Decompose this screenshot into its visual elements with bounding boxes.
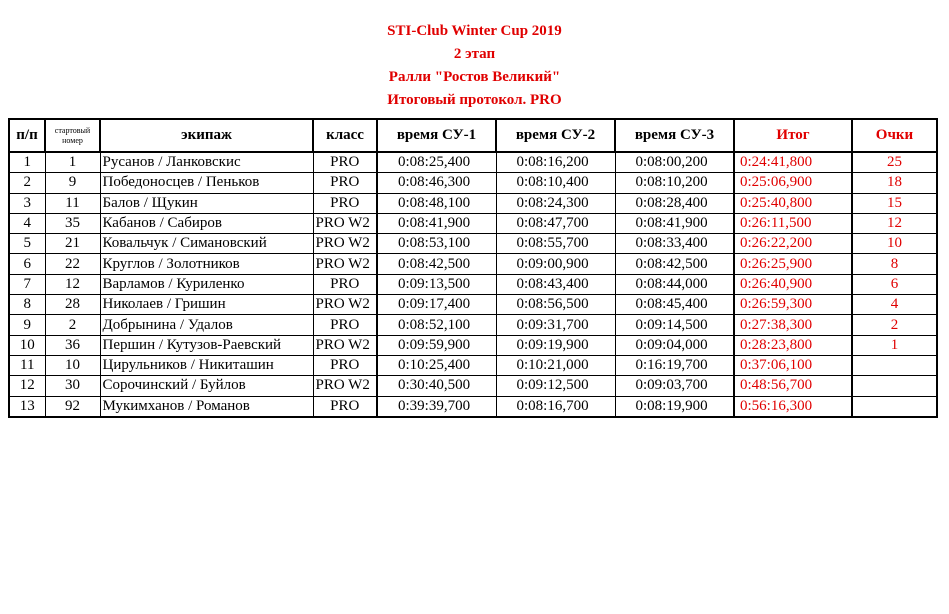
cell-start-number: 10 [45,355,100,375]
cell-position: 4 [9,213,45,233]
cell-crew: Кабанов / Сабиров [100,213,313,233]
stage-title: 2 этап [453,46,496,62]
cell-points [852,396,937,417]
col-header-ss1: время СУ-1 [377,119,496,152]
cell-position: 12 [9,376,45,396]
cell-crew: Варламов / Куриленко [100,274,313,294]
cell-ss2-time: 0:08:10,400 [496,173,615,193]
cell-ss3-time: 0:09:14,500 [615,315,734,335]
cell-crew: Победоносцев / Пеньков [100,173,313,193]
cell-class: PRO [313,152,377,173]
cell-start-number: 2 [45,315,100,335]
cell-crew: Добрынина / Удалов [100,315,313,335]
cell-start-number: 1 [45,152,100,173]
cell-ss1-time: 0:08:25,400 [377,152,496,173]
cell-ss2-time: 0:08:55,700 [496,234,615,254]
cell-position: 10 [9,335,45,355]
cell-class: PRO [313,355,377,375]
cell-start-number: 9 [45,173,100,193]
cell-points: 2 [852,315,937,335]
col-header-ss2: время СУ-2 [496,119,615,152]
cell-start-number: 92 [45,396,100,417]
cell-ss2-time: 0:08:16,200 [496,152,615,173]
cell-start-number: 28 [45,295,100,315]
table-row [9,193,937,213]
cell-ss3-time: 0:08:44,000 [615,274,734,294]
cell-total-time: 0:26:11,500 [734,213,852,233]
cell-points: 25 [852,152,937,173]
cell-ss3-time: 0:08:19,900 [615,396,734,417]
cell-points: 4 [852,295,937,315]
table-row [9,295,937,315]
cell-start-number: 35 [45,213,100,233]
cell-class: PRO W2 [313,213,377,233]
table-row [9,335,937,355]
cell-total-time: 0:56:16,300 [734,396,852,417]
table-row [9,234,937,254]
cell-points [852,355,937,375]
table-row [9,355,937,375]
cell-ss2-time: 0:09:19,900 [496,335,615,355]
cell-points: 10 [852,234,937,254]
cell-total-time: 0:26:59,300 [734,295,852,315]
cell-points: 18 [852,173,937,193]
cell-start-number: 30 [45,376,100,396]
table-row [9,274,937,294]
cell-ss1-time: 0:08:46,300 [377,173,496,193]
col-header-crew: экипаж [100,119,313,152]
cell-points: 8 [852,254,937,274]
col-header-total: Итог [734,119,852,152]
cell-ss3-time: 0:08:28,400 [615,193,734,213]
protocol-title: Итоговый протокол. PRO [387,92,562,108]
cell-total-time: 0:37:06,100 [734,355,852,375]
cell-class: PRO [313,396,377,417]
cell-start-number: 12 [45,274,100,294]
cell-points: 12 [852,213,937,233]
cell-ss3-time: 0:08:10,200 [615,173,734,193]
cell-crew: Сорочинский / Буйлов [100,376,313,396]
event-title: STI-Club Winter Cup 2019 [387,23,562,39]
cell-ss2-time: 0:09:31,700 [496,315,615,335]
cell-total-time: 0:27:38,300 [734,315,852,335]
cell-position: 2 [9,173,45,193]
cell-crew: Першин / Кутузов-Раевский [100,335,313,355]
cell-total-time: 0:28:23,800 [734,335,852,355]
cell-points [852,376,937,396]
cell-position: 5 [9,234,45,254]
cell-ss2-time: 0:08:56,500 [496,295,615,315]
cell-position: 6 [9,254,45,274]
cell-total-time: 0:48:56,700 [734,376,852,396]
cell-ss1-time: 0:08:41,900 [377,213,496,233]
cell-position: 7 [9,274,45,294]
cell-points: 15 [852,193,937,213]
cell-ss2-time: 0:09:12,500 [496,376,615,396]
cell-crew: Ковальчук / Симановский [100,234,313,254]
cell-class: PRO W2 [313,295,377,315]
cell-ss1-time: 0:30:40,500 [377,376,496,396]
cell-ss2-time: 0:08:16,700 [496,396,615,417]
table-row [9,213,937,233]
cell-total-time: 0:26:22,200 [734,234,852,254]
cell-crew: Цирульников / Никиташин [100,355,313,375]
cell-position: 13 [9,396,45,417]
table-row [9,396,937,417]
cell-position: 11 [9,355,45,375]
cell-crew: Балов / Щукин [100,193,313,213]
table-row [9,376,937,396]
cell-start-number: 36 [45,335,100,355]
cell-ss3-time: 0:08:45,400 [615,295,734,315]
cell-total-time: 0:25:40,800 [734,193,852,213]
cell-class: PRO [313,193,377,213]
cell-class: PRO W2 [313,376,377,396]
cell-ss1-time: 0:08:42,500 [377,254,496,274]
cell-ss1-time: 0:10:25,400 [377,355,496,375]
cell-ss1-time: 0:09:13,500 [377,274,496,294]
results-body [9,152,937,417]
cell-points: 1 [852,335,937,355]
cell-ss3-time: 0:08:42,500 [615,254,734,274]
cell-ss1-time: 0:09:17,400 [377,295,496,315]
table-row [9,173,937,193]
table-row [9,315,937,335]
cell-total-time: 0:26:40,900 [734,274,852,294]
cell-class: PRO [313,315,377,335]
cell-ss3-time: 0:08:33,400 [615,234,734,254]
cell-ss2-time: 0:08:47,700 [496,213,615,233]
cell-position: 8 [9,295,45,315]
cell-class: PRO W2 [313,234,377,254]
cell-ss3-time: 0:08:41,900 [615,213,734,233]
cell-ss2-time: 0:08:43,400 [496,274,615,294]
cell-start-number: 22 [45,254,100,274]
cell-total-time: 0:25:06,900 [734,173,852,193]
cell-crew: Круглов / Золотников [100,254,313,274]
cell-total-time: 0:24:41,800 [734,152,852,173]
cell-ss3-time: 0:16:19,700 [615,355,734,375]
cell-ss1-time: 0:08:52,100 [377,315,496,335]
cell-position: 9 [9,315,45,335]
table-header-row [9,119,937,152]
col-header-class: класс [313,119,377,152]
cell-ss3-time: 0:08:00,200 [615,152,734,173]
cell-crew: Николаев / Гришин [100,295,313,315]
cell-position: 3 [9,193,45,213]
cell-class: PRO W2 [313,335,377,355]
cell-ss1-time: 0:39:39,700 [377,396,496,417]
table-row [9,254,937,274]
cell-class: PRO [313,274,377,294]
cell-ss1-time: 0:08:53,100 [377,234,496,254]
cell-ss2-time: 0:08:24,300 [496,193,615,213]
cell-points: 6 [852,274,937,294]
cell-start-number: 21 [45,234,100,254]
results-table [8,118,938,418]
cell-ss2-time: 0:10:21,000 [496,355,615,375]
col-header-position: п/п [9,119,45,152]
cell-ss1-time: 0:08:48,100 [377,193,496,213]
cell-class: PRO W2 [313,254,377,274]
cell-crew: Русанов / Ланковскис [100,152,313,173]
cell-crew: Мукимханов / Романов [100,396,313,417]
cell-total-time: 0:26:25,900 [734,254,852,274]
col-header-points: Очки [852,119,937,152]
document-header [0,20,949,112]
cell-ss3-time: 0:09:04,000 [615,335,734,355]
col-header-start-number: стартовый номер [45,119,100,152]
rally-title: Ралли "Ростов Великий" [388,69,561,85]
col-header-ss3: время СУ-3 [615,119,734,152]
table-row [9,152,937,173]
cell-position: 1 [9,152,45,173]
cell-ss1-time: 0:09:59,900 [377,335,496,355]
cell-start-number: 11 [45,193,100,213]
cell-ss2-time: 0:09:00,900 [496,254,615,274]
cell-class: PRO [313,173,377,193]
cell-ss3-time: 0:09:03,700 [615,376,734,396]
